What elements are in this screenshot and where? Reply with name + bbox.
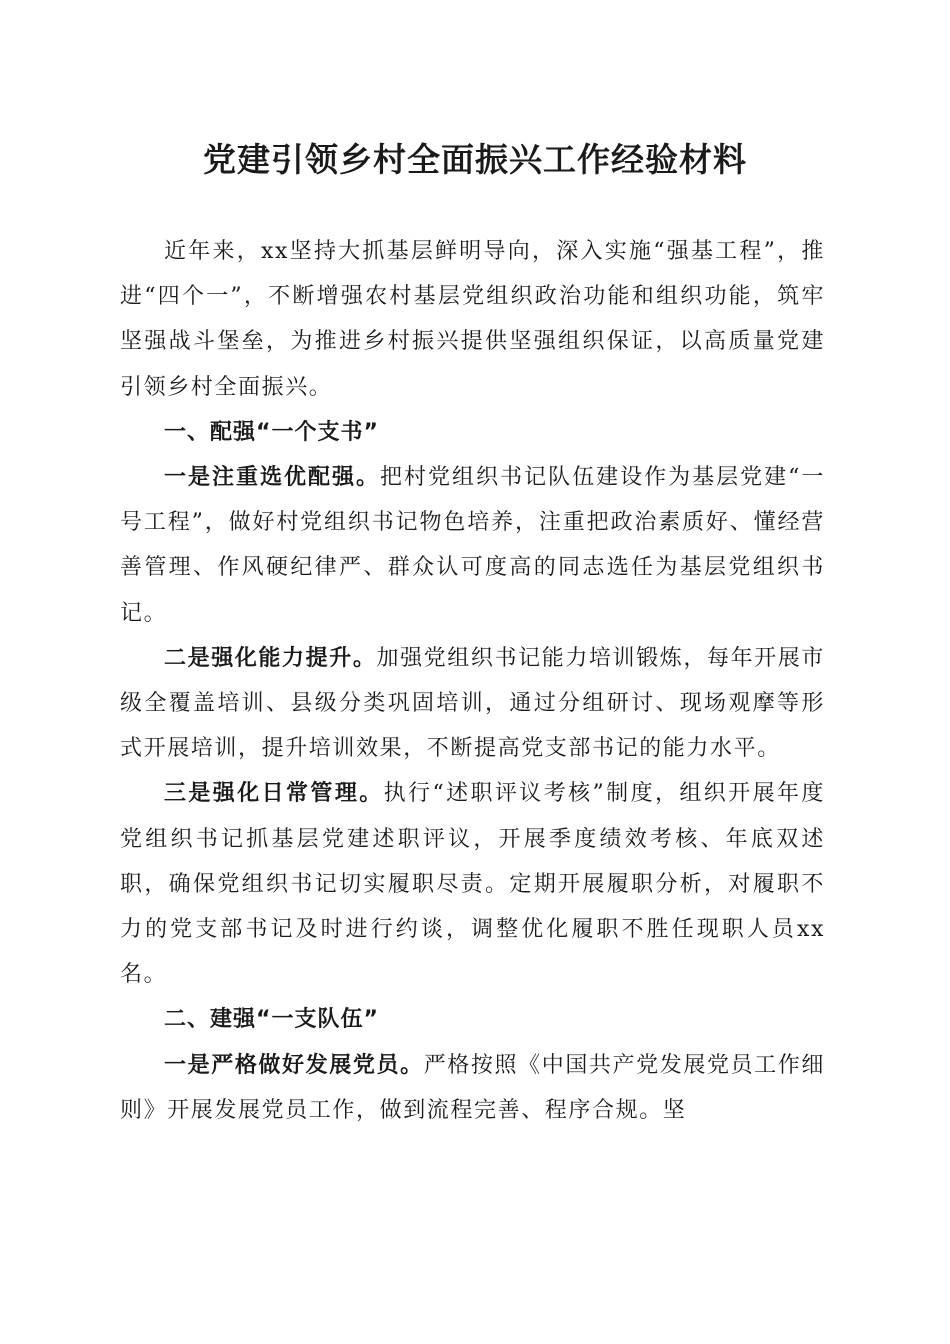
document-title: 党建引领乡村全面振兴工作经验材料 — [203, 140, 747, 179]
paragraph-text: 加强党组织书记能力培训锻炼，每年开展市级全覆盖培训、县级分类巩固培训，通过分组研讨、现场观摩等形式开展培训，提升培训效果，不断提高党支部书记的能力水平。 — [120, 645, 825, 762]
paragraph-text: 执行“述职评议考核”制度，组织开展年度党组织书记抓基层党建述职评议，开展季度绩效考核、年底双述职，确保党组织书记切实履职尽责。定期开展履职分析，对履职不力的党支部书记及时进行约谈，调整优化履职不胜任现职人员xx名。 — [120, 781, 825, 988]
paragraph-lead: 三是强化日常管理。 — [164, 781, 384, 807]
paragraph-text: 把村党组织书记队伍建设作为基层党建“一号工程”，做好村党组织书记物色培养，注重把政治素质好、懂经营善管理、作风硬纪律严、群众认可度高的同志选任为基层党组织书记。 — [120, 465, 825, 626]
document-body — [120, 229, 825, 1133]
section-1-paragraph-3 — [120, 771, 825, 997]
paragraph-text: 严格按照《中国共产党发展党员工作细则》开展发展党员工作，做到流程完善、程序合规。坚 — [120, 1052, 825, 1123]
section-1-paragraph-1 — [120, 455, 825, 636]
paragraph-lead: 二是强化能力提升。 — [164, 645, 377, 671]
section-1-paragraph-2 — [120, 636, 825, 772]
section-1-heading: 一、配强“一个支书” — [164, 419, 379, 445]
paragraph-lead: 一是注重选优配强。 — [164, 465, 381, 491]
section-2-paragraph-1 — [120, 1043, 825, 1133]
intro-paragraph: 近年来，xx坚持大抓基层鲜明导向，深入实施“强基工程”，推进“四个一”，不断增强农村基层党组织政治功能和组织功能，筑牢坚强战斗堡垒，为推进乡村振兴提供坚强组织保证，以高质量党建引领乡村全面振兴。 — [120, 239, 825, 400]
paragraph-lead: 一是严格做好发展党员。 — [164, 1052, 424, 1078]
section-2-heading: 二、建强“一支队伍” — [164, 1007, 379, 1033]
